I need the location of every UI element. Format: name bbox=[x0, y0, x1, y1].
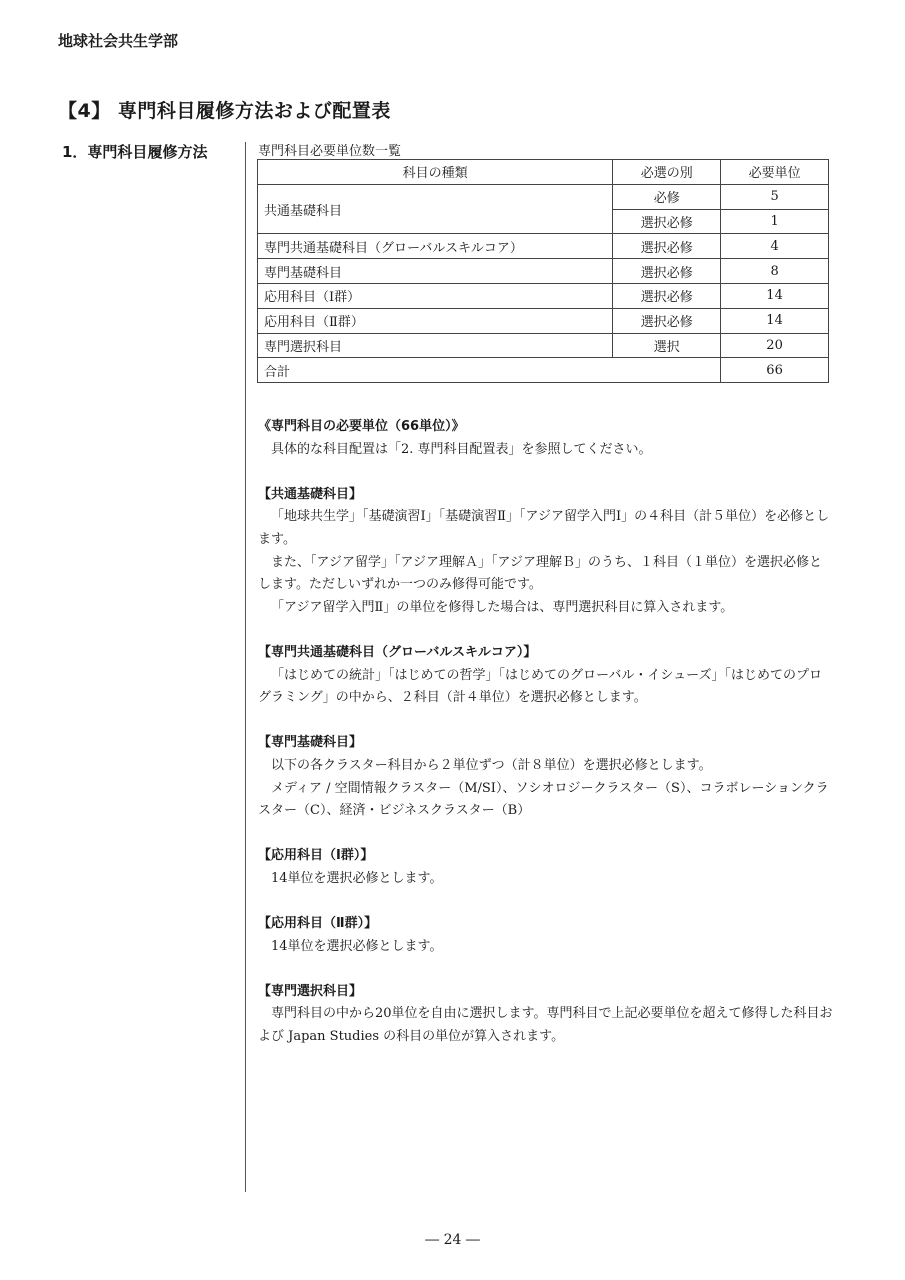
table-caption: 専門科目必要単位数一覧 bbox=[258, 144, 402, 159]
paragraph: 「地球共生学」「基礎演習Ⅰ」「基礎演習Ⅱ」「アジア留学入門Ⅰ」の４科目（計５単位）を必修とします。 bbox=[258, 509, 830, 547]
units-cell: 4 bbox=[721, 234, 829, 259]
section-heading: 【応用科目（Ⅰ群）】 bbox=[258, 848, 374, 864]
requirement-cell: 選択必修 bbox=[613, 234, 721, 259]
required-units-table bbox=[257, 159, 829, 383]
paragraph: 具体的な科目配置は「2. 専門科目配置表」を参照してください。 bbox=[271, 441, 652, 457]
total-units-cell: 66 bbox=[721, 358, 829, 383]
paragraph: メディア / 空間情報クラスター（M/SI）、ソシオロジークラスター（S）、コラボレーションクラスター（C）、経済・ビジネスクラスター（B） bbox=[258, 780, 829, 819]
course-type-cell: 専門選択科目 bbox=[258, 333, 613, 358]
course-type-cell: 応用科目（Ⅱ群） bbox=[258, 308, 613, 333]
table-row bbox=[258, 234, 829, 259]
faculty-header: 地球社会共生学部 bbox=[58, 32, 179, 50]
section-applied-group-2 bbox=[258, 913, 833, 958]
table-row bbox=[258, 333, 829, 358]
requirement-cell: 選択必修 bbox=[613, 259, 721, 284]
table-row bbox=[258, 283, 829, 308]
requirement-cell: 選択必修 bbox=[613, 209, 721, 234]
course-type-cell: 専門基礎科目 bbox=[258, 259, 613, 284]
units-cell: 14 bbox=[721, 308, 829, 333]
table-row bbox=[258, 308, 829, 333]
section-heading: 【応用科目（Ⅱ群）】 bbox=[258, 916, 378, 932]
section-heading: 【専門基礎科目】 bbox=[258, 735, 363, 751]
section-heading: 【共通基礎科目】 bbox=[258, 486, 363, 502]
table-total-row bbox=[258, 358, 829, 383]
units-cell: 14 bbox=[721, 283, 829, 308]
course-type-cell: 専門共通基礎科目（グローバルスキルコア） bbox=[258, 234, 613, 259]
total-label-cell: 合計 bbox=[258, 358, 721, 383]
section-specialized-basic bbox=[258, 732, 833, 822]
units-cell: 20 bbox=[721, 333, 829, 358]
paragraph: 「アジア留学入門Ⅱ」の単位を修得した場合は、専門選択科目に算入されます。 bbox=[271, 599, 734, 615]
header-cell: 必要単位 bbox=[721, 160, 829, 185]
requirement-cell: 選択 bbox=[613, 333, 721, 358]
header-cell: 必選の別 bbox=[613, 160, 721, 185]
table-row bbox=[258, 184, 829, 209]
units-cell: 1 bbox=[721, 209, 829, 234]
table-header-row bbox=[258, 160, 829, 185]
body-text bbox=[258, 416, 833, 1049]
units-cell: 8 bbox=[721, 259, 829, 284]
side-heading: 1．専門科目履修方法 bbox=[62, 143, 208, 161]
section-title: 【4】 専門科目履修方法および配置表 bbox=[58, 100, 391, 122]
requirement-cell: 必修 bbox=[613, 184, 721, 209]
section-heading: 【専門共通基礎科目（グローバルスキルコア）】 bbox=[258, 644, 537, 660]
course-type-cell: 応用科目（Ⅰ群） bbox=[258, 283, 613, 308]
paragraph: また、「アジア留学」「アジア理解Ａ」「アジア理解Ｂ」のうち、１科目（１単位）を選択必修とします。ただしいずれか一つのみ修得可能です。 bbox=[258, 554, 822, 593]
page-number: ― 24 ― bbox=[425, 1232, 480, 1248]
divider-line bbox=[245, 142, 246, 1192]
paragraph: 「はじめての統計」「はじめての哲学」「はじめてのグローバル・イシューズ」「はじめてのプログラミング」の中から、２科目（計４単位）を選択必修とします。 bbox=[258, 667, 822, 706]
section-global-skill-core bbox=[258, 642, 833, 710]
section-required-units bbox=[258, 416, 833, 461]
requirement-cell: 選択必修 bbox=[613, 308, 721, 333]
section-applied-group-1 bbox=[258, 845, 833, 890]
requirement-cell: 選択必修 bbox=[613, 283, 721, 308]
table-row bbox=[258, 259, 829, 284]
section-heading: 《専門科目の必要単位（66単位）》 bbox=[258, 419, 465, 434]
units-cell: 5 bbox=[721, 184, 829, 209]
course-type-cell: 共通基礎科目 bbox=[258, 184, 613, 234]
paragraph: 専門科目の中から20単位を自由に選択します。専門科目で上記必要単位を超えて修得した科目および Japan Studies の科目の単位が算入されます。 bbox=[258, 1006, 833, 1045]
section-heading: 【専門選択科目】 bbox=[258, 983, 363, 999]
header-cell: 科目の種類 bbox=[258, 160, 613, 185]
section-specialized-elective bbox=[258, 981, 833, 1049]
paragraph: 14単位を選択必修とします。 bbox=[271, 870, 443, 886]
section-common-basic bbox=[258, 484, 833, 620]
paragraph: 14単位を選択必修とします。 bbox=[271, 938, 443, 954]
paragraph: 以下の各クラスター科目から２単位ずつ（計８単位）を選択必修とします。 bbox=[271, 757, 712, 773]
